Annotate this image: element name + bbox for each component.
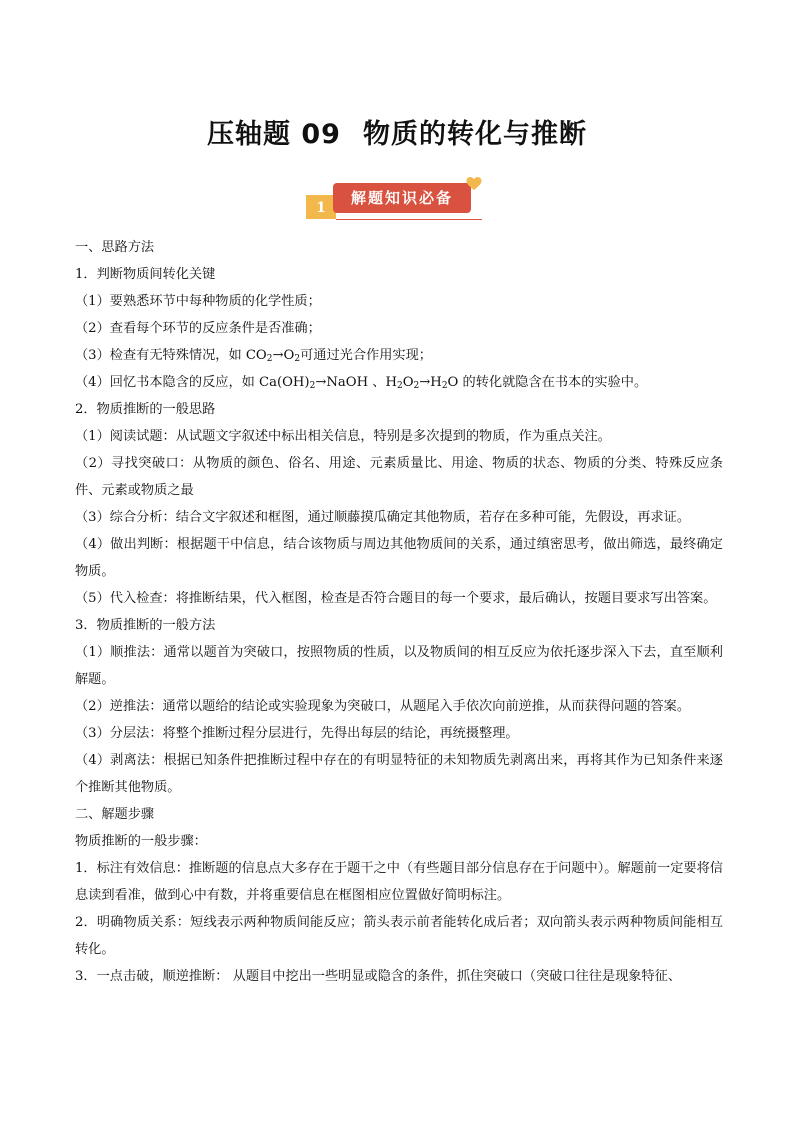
paragraph: （4）剥离法：根据已知条件把推断过程中存在的有明显特征的未知物质先剥离出来，再将其作为已知条件来逐个推断其他物质。 [75, 753, 723, 795]
heading-steps: 二、解题步骤 [75, 807, 155, 822]
paragraph: （2）逆推法：通常以题给的结论或实验现象为突破口，从题尾入手依次向前逆推，从而获得问题的答案。 [75, 699, 691, 714]
section-number: 1 [306, 195, 336, 219]
paragraph-caoh2-example: （4）回忆书本隐含的反应，如 $Ca(OH)_2\to NaOH$ 、$H_2O_2\to H_2O$ 的转化就隐含在书本的实验中。 [75, 375, 648, 391]
title-topic: 物质的转化与推断 [362, 119, 587, 150]
paragraph: （4）做出判断：根据题干中信息，结合该物质与周边其他物质间的关系，通过缜密思考，做出筛选，最终确定物质。 [75, 537, 723, 579]
document-body [75, 234, 723, 990]
paragraph-co2-example: （3）检查有无特殊情况，如 $CO_2\to O_2$可通过光合作用实现； [75, 348, 432, 364]
paragraph: （2）查看每个环节的反应条件是否准确； [75, 321, 321, 336]
subheading-general-methods: 3．物质推断的一般方法 [75, 618, 216, 633]
paragraph: 2．明确物质关系：短线表示两种物质间能反应；箭头表示前者能转化成后者；双向箭头表示两种物质间能相互转化。 [75, 915, 723, 957]
page-title [0, 112, 794, 151]
heart-icon [466, 176, 482, 192]
section-label: 解题知识必备 [333, 183, 471, 213]
paragraph: （3）综合分析：结合文字叙述和框图，通过顺藤摸瓜确定其他物质，若存在多种可能，先假设，再求证。 [75, 510, 691, 525]
paragraph: （1）阅读试题：从试题文字叙述中标出相关信息，特别是多次提到的物质，作为重点关注。 [75, 429, 611, 444]
paragraph: （5）代入检查：将推断结果，代入框图，检查是否符合题目的每一个要求，最后确认，按题目要求写出答案。 [75, 591, 717, 606]
subheading-general-approach: 2．物质推断的一般思路 [75, 402, 216, 417]
subheading-conversion-keys: 1．判断物质间转化关键 [75, 267, 216, 282]
section-underline [336, 219, 482, 220]
paragraph: （1）要熟悉环节中每种物质的化学性质； [75, 294, 321, 309]
title-number: 压轴题 09 [207, 119, 341, 150]
paragraph: 3．一点击破，顺逆推断： 从题目中挖出一些明显或隐含的条件，抓住突破口（突破口往往是现象特征、 [75, 969, 682, 984]
paragraph: （3）分层法：将整个推断过程分层进行，先得出每层的结论，再统摄整理。 [75, 726, 519, 741]
section-badge [306, 178, 482, 224]
paragraph: 物质推断的一般步骤： [75, 834, 207, 849]
paragraph: （1）顺推法：通常以题首为突破口，按照物质的性质，以及物质间的相互反应为依托逐步深入下去，直至顺利解题。 [75, 645, 723, 687]
paragraph: （2）寻找突破口：从物质的颜色、俗名、用途、元素质量比、用途、物质的状态、物质的分类、特殊反应条件、元素或物质之最 [75, 456, 723, 498]
heading-methods: 一、思路方法 [75, 240, 155, 255]
paragraph: 1．标注有效信息：推断题的信息点大多存在于题干之中（有些题目部分信息存在于问题中）。解题前一定要将信息读到看准，做到心中有数，并将重要信息在框图相应位置做好简明标注。 [75, 861, 723, 903]
